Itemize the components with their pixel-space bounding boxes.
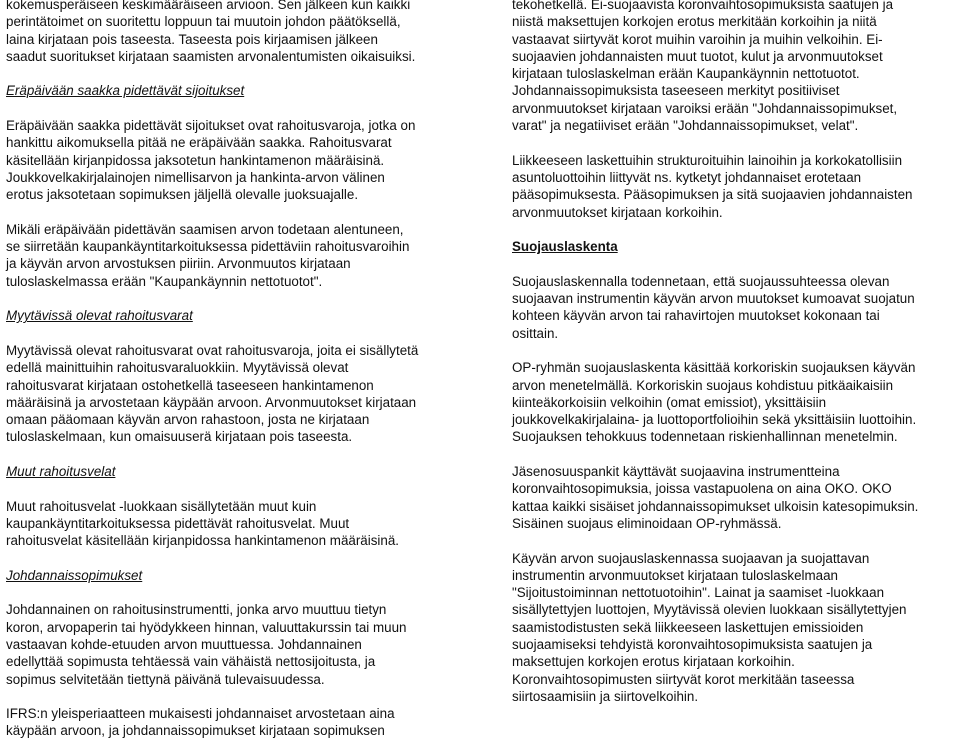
text-line: Liikkeeseen laskettuihin strukturoituihin lainoihin ja korkokatollisiin xyxy=(512,152,903,168)
text-line: "Sijoitustoiminnan nettotuotoihin". Lainat ja saamiset -luokkaan xyxy=(512,585,885,601)
text-line: kohteen käyvän arvon tai rahavirtojen muutokset kokonaan tai xyxy=(512,308,880,324)
text-line: pääsopimuksesta. Pääsopimuksen ja sitä suojaavien johdannaisten xyxy=(512,187,913,203)
paragraph-gap xyxy=(512,221,952,238)
text-line: siirtosaamisiin ja siirtovelkoihin. xyxy=(512,688,699,704)
text-line: kokemusperäiseen keskimääräiseen arvioon. Sen jälkeen kun kaikki xyxy=(6,0,411,12)
text-line: määräisinä ja arvostetaan käypään arvoon. Arvonmuutokset kirjataan xyxy=(6,394,417,410)
left-column xyxy=(6,0,468,740)
text-line: sisällytettyjen luottojen, Myytävissä olevien luokkaan sisällytettyjen xyxy=(512,602,907,618)
text-line: suojaavien johdannaisten muut tuotot, kulut ja arvonmuutokset xyxy=(512,48,883,64)
paragraph-gap xyxy=(6,550,468,567)
paragraph xyxy=(6,117,468,203)
section-heading: Suojauslaskenta xyxy=(512,239,618,255)
paragraph-gap xyxy=(512,532,952,549)
text-line: niistä maksettujen korkojen erotus merkitään korkoihin ja niitä xyxy=(512,14,877,30)
paragraph-gap xyxy=(6,290,468,307)
text-line: laina kirjataan pois taseesta. Taseesta pois kirjaamisen jälkeen xyxy=(6,31,378,47)
text-line: suojaavan instrumentin käyvän arvon muutokset kumoavat suojatun xyxy=(512,291,915,307)
section-heading: Muut rahoitusvelat xyxy=(6,464,116,480)
text-line: Johdannaissopimuksista taseeseen merkityt positiiviset xyxy=(512,83,840,99)
text-line: Mikäli eräpäivään pidettävän saamisen arvon todetaan alentuneen, xyxy=(6,221,404,237)
section-heading: Myytävissä olevat rahoitusvarat xyxy=(6,308,193,324)
paragraph-gap xyxy=(6,100,468,117)
text-line: se siirretään kaupankäyntitarkoituksessa pidettäviin rahoitusvaroihin xyxy=(6,239,410,255)
paragraph-gap xyxy=(6,688,468,705)
text-line: arvonmuutokset kirjataan varoiksi erään "Johdannaissopimukset, xyxy=(512,100,898,116)
text-line: perintätoimet on suoritettu loppuun tai muutoin johdon päätöksellä, xyxy=(6,14,401,30)
text-line: Johdannainen on rahoitusinstrumentti, jonka arvo muuttuu tietyn xyxy=(6,602,387,618)
paragraph xyxy=(512,0,952,134)
text-line: OP-ryhmän suojauslaskenta käsittää korkoriskin suojauksen käyvän xyxy=(512,360,916,376)
text-line: Jäsenosuuspankit käyttävät suojaavina instrumentteina xyxy=(512,464,840,480)
paragraph xyxy=(512,152,952,221)
text-line: käsitellään kirjanpidossa jaksotetun hankintamenon määräisinä. xyxy=(6,152,385,168)
text-line: Muut rahoitusvelat -luokkaan sisällytetään muut kuin xyxy=(6,498,317,514)
text-line: varat" ja negatiiviset erään "Johdannaissopimukset, velat". xyxy=(512,118,859,134)
text-line: vastaavan kohde-etuuden arvon muuttuessa. Johdannainen xyxy=(6,636,362,652)
paragraph xyxy=(6,221,468,290)
text-line: Eräpäivään saakka pidettävät sijoitukset ovat rahoitusvaroja, jotka on xyxy=(6,118,416,134)
text-line: suojaamiseksi tehdyistä koronvaihtosopimuksista saatujen ja xyxy=(512,636,873,652)
text-line: saamistodistusten sekä liikkeeseen laskettujen emissioiden xyxy=(512,619,864,635)
paragraph-gap xyxy=(512,446,952,463)
text-line: Joukkovelkakirjalainojen nimellisarvon ja hankinta-arvon välinen xyxy=(6,169,385,185)
text-line: koron, arvopaperin tai hyödykkeen hinnan, valuuttakurssin tai muun xyxy=(6,619,407,635)
text-line: kiinteäkorkoisiin velkoihin (omat emissiot), yksittäisiin xyxy=(512,394,827,410)
paragraph-gap xyxy=(6,446,468,463)
text-line: erotus jaksotetaan sopimuksen jäljellä olevalle juoksuajalle. xyxy=(6,187,359,203)
text-line: kattaa kaikki sisäiset johdannaissopimukset ulkoisin katesopimuksin. xyxy=(512,498,919,514)
text-line: kaupankäyntitarkoituksessa pidettävät rahoitusvelat. Muut xyxy=(6,515,350,531)
paragraph xyxy=(512,359,952,445)
text-line: omaan pääomaan käyvän arvon rahastoon, josta ne kirjataan xyxy=(6,412,370,428)
text-line: tuloslaskelmassa erään "Kaupankäynnin nettotuotot". xyxy=(6,273,323,289)
text-line: hankittu aikomuksella pitää ne eräpäivään saakka. Rahoitusvarat xyxy=(6,135,392,151)
paragraph xyxy=(6,342,468,446)
text-line: Myytävissä olevat rahoitusvarat ovat rahoitusvaroja, joita ei sisällytetä xyxy=(6,342,419,358)
right-column xyxy=(512,0,952,705)
section-heading: Johdannaissopimukset xyxy=(6,567,143,583)
text-line: edellä mainittuihin rahoitusvaraluokkiin. Myytävissä olevat xyxy=(6,360,349,376)
text-line: tekohetkellä. Ei-suojaavista koronvaihtosopimuksista saatujen ja xyxy=(512,0,894,12)
paragraph-gap xyxy=(6,480,468,497)
paragraph xyxy=(6,498,468,550)
paragraph xyxy=(512,550,952,706)
paragraph-gap xyxy=(6,325,468,342)
text-line: instrumentin arvonmuutokset kirjataan tuloslaskelmaan xyxy=(512,567,838,583)
paragraph xyxy=(512,463,952,532)
paragraph xyxy=(512,273,952,342)
paragraph xyxy=(6,0,468,65)
text-line: ja käyvän arvon arvostuksen piiriin. Arvonmuutos kirjataan xyxy=(6,256,351,272)
text-line: vastaavat siirtyvät korot muihin varoihin ja muihin velkoihin. Ei- xyxy=(512,31,883,47)
text-line: Sisäinen suojaus eliminoidaan OP-ryhmässä. xyxy=(512,515,782,531)
text-line: arvon menetelmällä. Korkoriskin suojaus kohdistuu pitkäaikaisiin xyxy=(512,377,894,393)
paragraph-gap xyxy=(512,255,952,272)
text-line: Suojauksen tehokkuus todennetaan riskienhallinnan menetelmin. xyxy=(512,429,898,445)
section-heading: Eräpäivään saakka pidettävät sijoitukset xyxy=(6,83,245,99)
text-line: IFRS:n yleisperiaatteen mukaisesti johdannaiset arvostetaan aina xyxy=(6,706,395,722)
text-line: rahoitusvelat käsitellään kirjanpidossa hankintamenon määräisinä. xyxy=(6,533,400,549)
paragraph xyxy=(6,705,468,740)
text-line: maksettujen korkojen erotus kirjataan korkoihin. xyxy=(512,654,795,670)
paragraph-gap xyxy=(512,342,952,359)
paragraph-gap xyxy=(512,134,952,151)
text-line: Käyvän arvon suojauslaskennassa suojaavan ja suojattavan xyxy=(512,550,870,566)
text-line: Koronvaihtosopimusten siirtyvät korot merkitään taseessa xyxy=(512,671,855,687)
text-line: käypään arvoon, ja johdannaissopimukset kirjataan sopimuksen xyxy=(6,723,385,739)
text-line: rahoitusvarat kirjataan ostohetkellä taseeseen hankintamenon xyxy=(6,377,374,393)
paragraph-gap xyxy=(6,204,468,221)
text-line: osittain. xyxy=(512,325,559,341)
text-line: arvonmuutokset kirjataan korkoihin. xyxy=(512,204,723,220)
text-line: joukkovelkakirjalaina- ja luottoportfolioihin sekä yksittäisiin luottoihin. xyxy=(512,412,917,428)
text-line: edellyttää sopimusta tehtäessä vain vähäistä nettosijoitusta, ja xyxy=(6,654,376,670)
text-line: Suojauslaskennalla todennetaan, että suojaussuhteessa olevan xyxy=(512,273,890,289)
paragraph xyxy=(6,601,468,687)
text-line: tuloslaskelmaan, kun omaisuuserä kirjataan pois taseesta. xyxy=(6,429,353,445)
text-line: kirjataan tuloslaskelman erään Kaupankäynnin nettotuotot. xyxy=(512,66,860,82)
text-line: sopimus selvitetään tiettynä päivänä tulevaisuudessa. xyxy=(6,671,325,687)
paragraph-gap xyxy=(6,584,468,601)
paragraph-gap xyxy=(6,65,468,82)
text-line: koronvaihtosopimuksia, joissa vastapuolena on aina OKO. OKO xyxy=(512,481,892,497)
text-line: saadut suoritukset kirjataan saamisten arvonalentumisten oikaisuiksi. xyxy=(6,48,416,64)
text-line: asuntoluottoihin liittyvät ns. kytketyt johdannaiset erotetaan xyxy=(512,169,862,185)
